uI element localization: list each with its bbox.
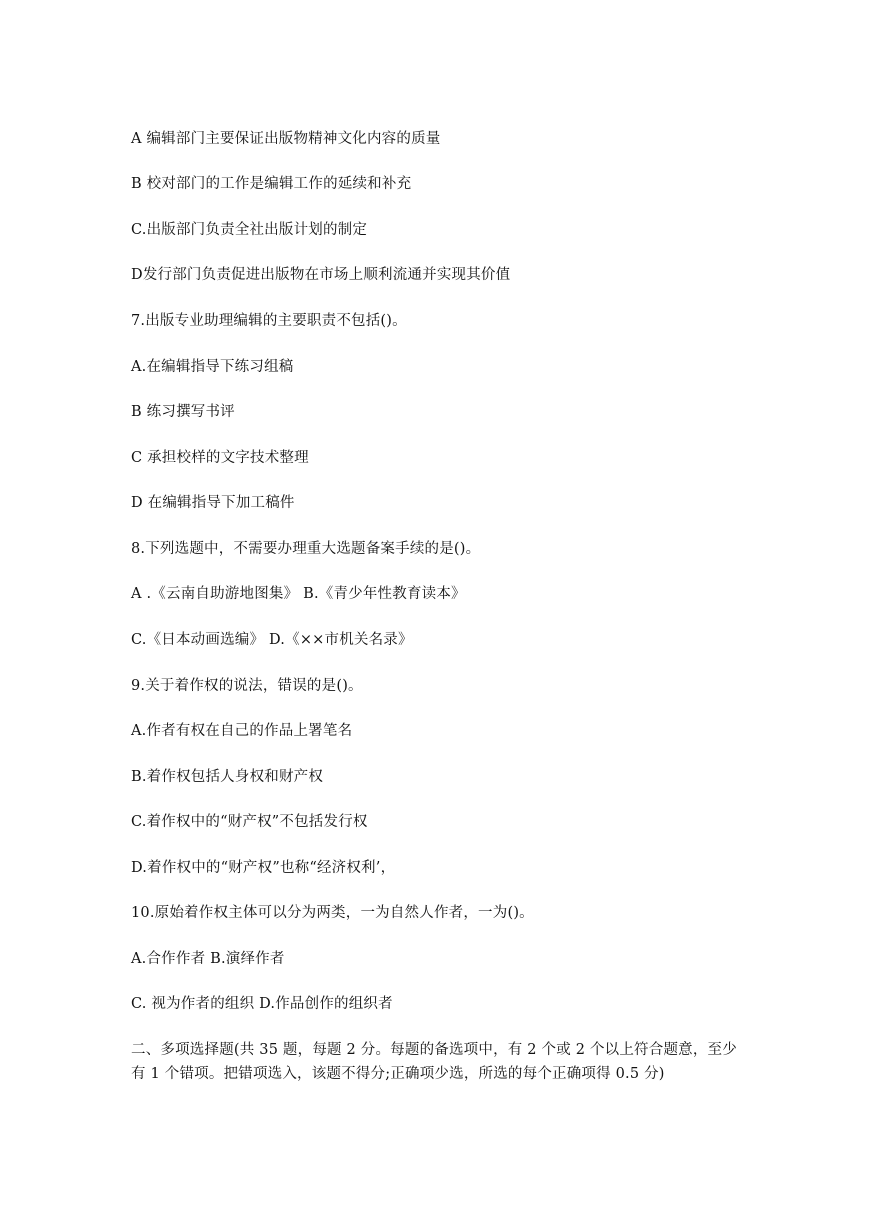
q8-options-ab: A .《云南自助游地图集》 B.《青少年性教育读本》 [131, 586, 466, 602]
question-9: 9.关于着作权的说法，错误的是()。 [131, 678, 363, 694]
option-b-proofreading-dept: B 校对部门的工作是编辑工作的延续和补充 [131, 176, 412, 192]
option-a-editing-dept: A 编辑部门主要保证出版物精神文化内容的质量 [131, 131, 441, 147]
q7-option-a: A.在编辑指导下练习组稿 [131, 359, 294, 375]
question-7: 7.出版专业助理编辑的主要职责不包括()。 [131, 313, 407, 329]
q7-option-c: C 承担校样的文字技术整理 [131, 450, 309, 466]
option-c-publishing-dept: C.出版部门负责全社出版计划的制定 [131, 222, 368, 238]
q10-options-cd: C. 视为作者的组织 D.作品创作的组织者 [131, 996, 393, 1012]
q8-options-cd: C.《日本动画选编》 D.《××市机关名录》 [131, 632, 413, 648]
q9-option-a: A.作者有权在自己的作品上署笔名 [131, 723, 353, 739]
question-8: 8.下列选题中，不需要办理重大选题备案手续的是()。 [131, 541, 481, 557]
section-heading-multiple-choice: 二、多项选择题(共 35 题，每题 2 分。每题的备选项中，有 2 个或 2 个以上符合题意，至少有 1 个错项。把错项选入，该题不得分;正确项少选，所选的每个正确项得 0.5 分) [131, 1042, 737, 1082]
option-d-distribution-dept: D发行部门负责促进出版物在市场上顺利流通并实现其价值 [131, 267, 511, 283]
q7-option-b: B 练习撰写书评 [131, 404, 235, 420]
q9-option-d: D.着作权中的“财产权”也称“经济权利’， [131, 860, 396, 876]
question-10: 10.原始着作权主体可以分为两类，一为自然人作者，一为()。 [131, 905, 534, 921]
q9-option-c: C.着作权中的“财产权”不包括发行权 [131, 814, 368, 830]
q7-option-d: D 在编辑指导下加工稿件 [131, 495, 295, 511]
q9-option-b: B.着作权包括人身权和财产权 [131, 769, 324, 785]
q10-options-ab: A.合作作者 B.演绎作者 [131, 951, 285, 967]
